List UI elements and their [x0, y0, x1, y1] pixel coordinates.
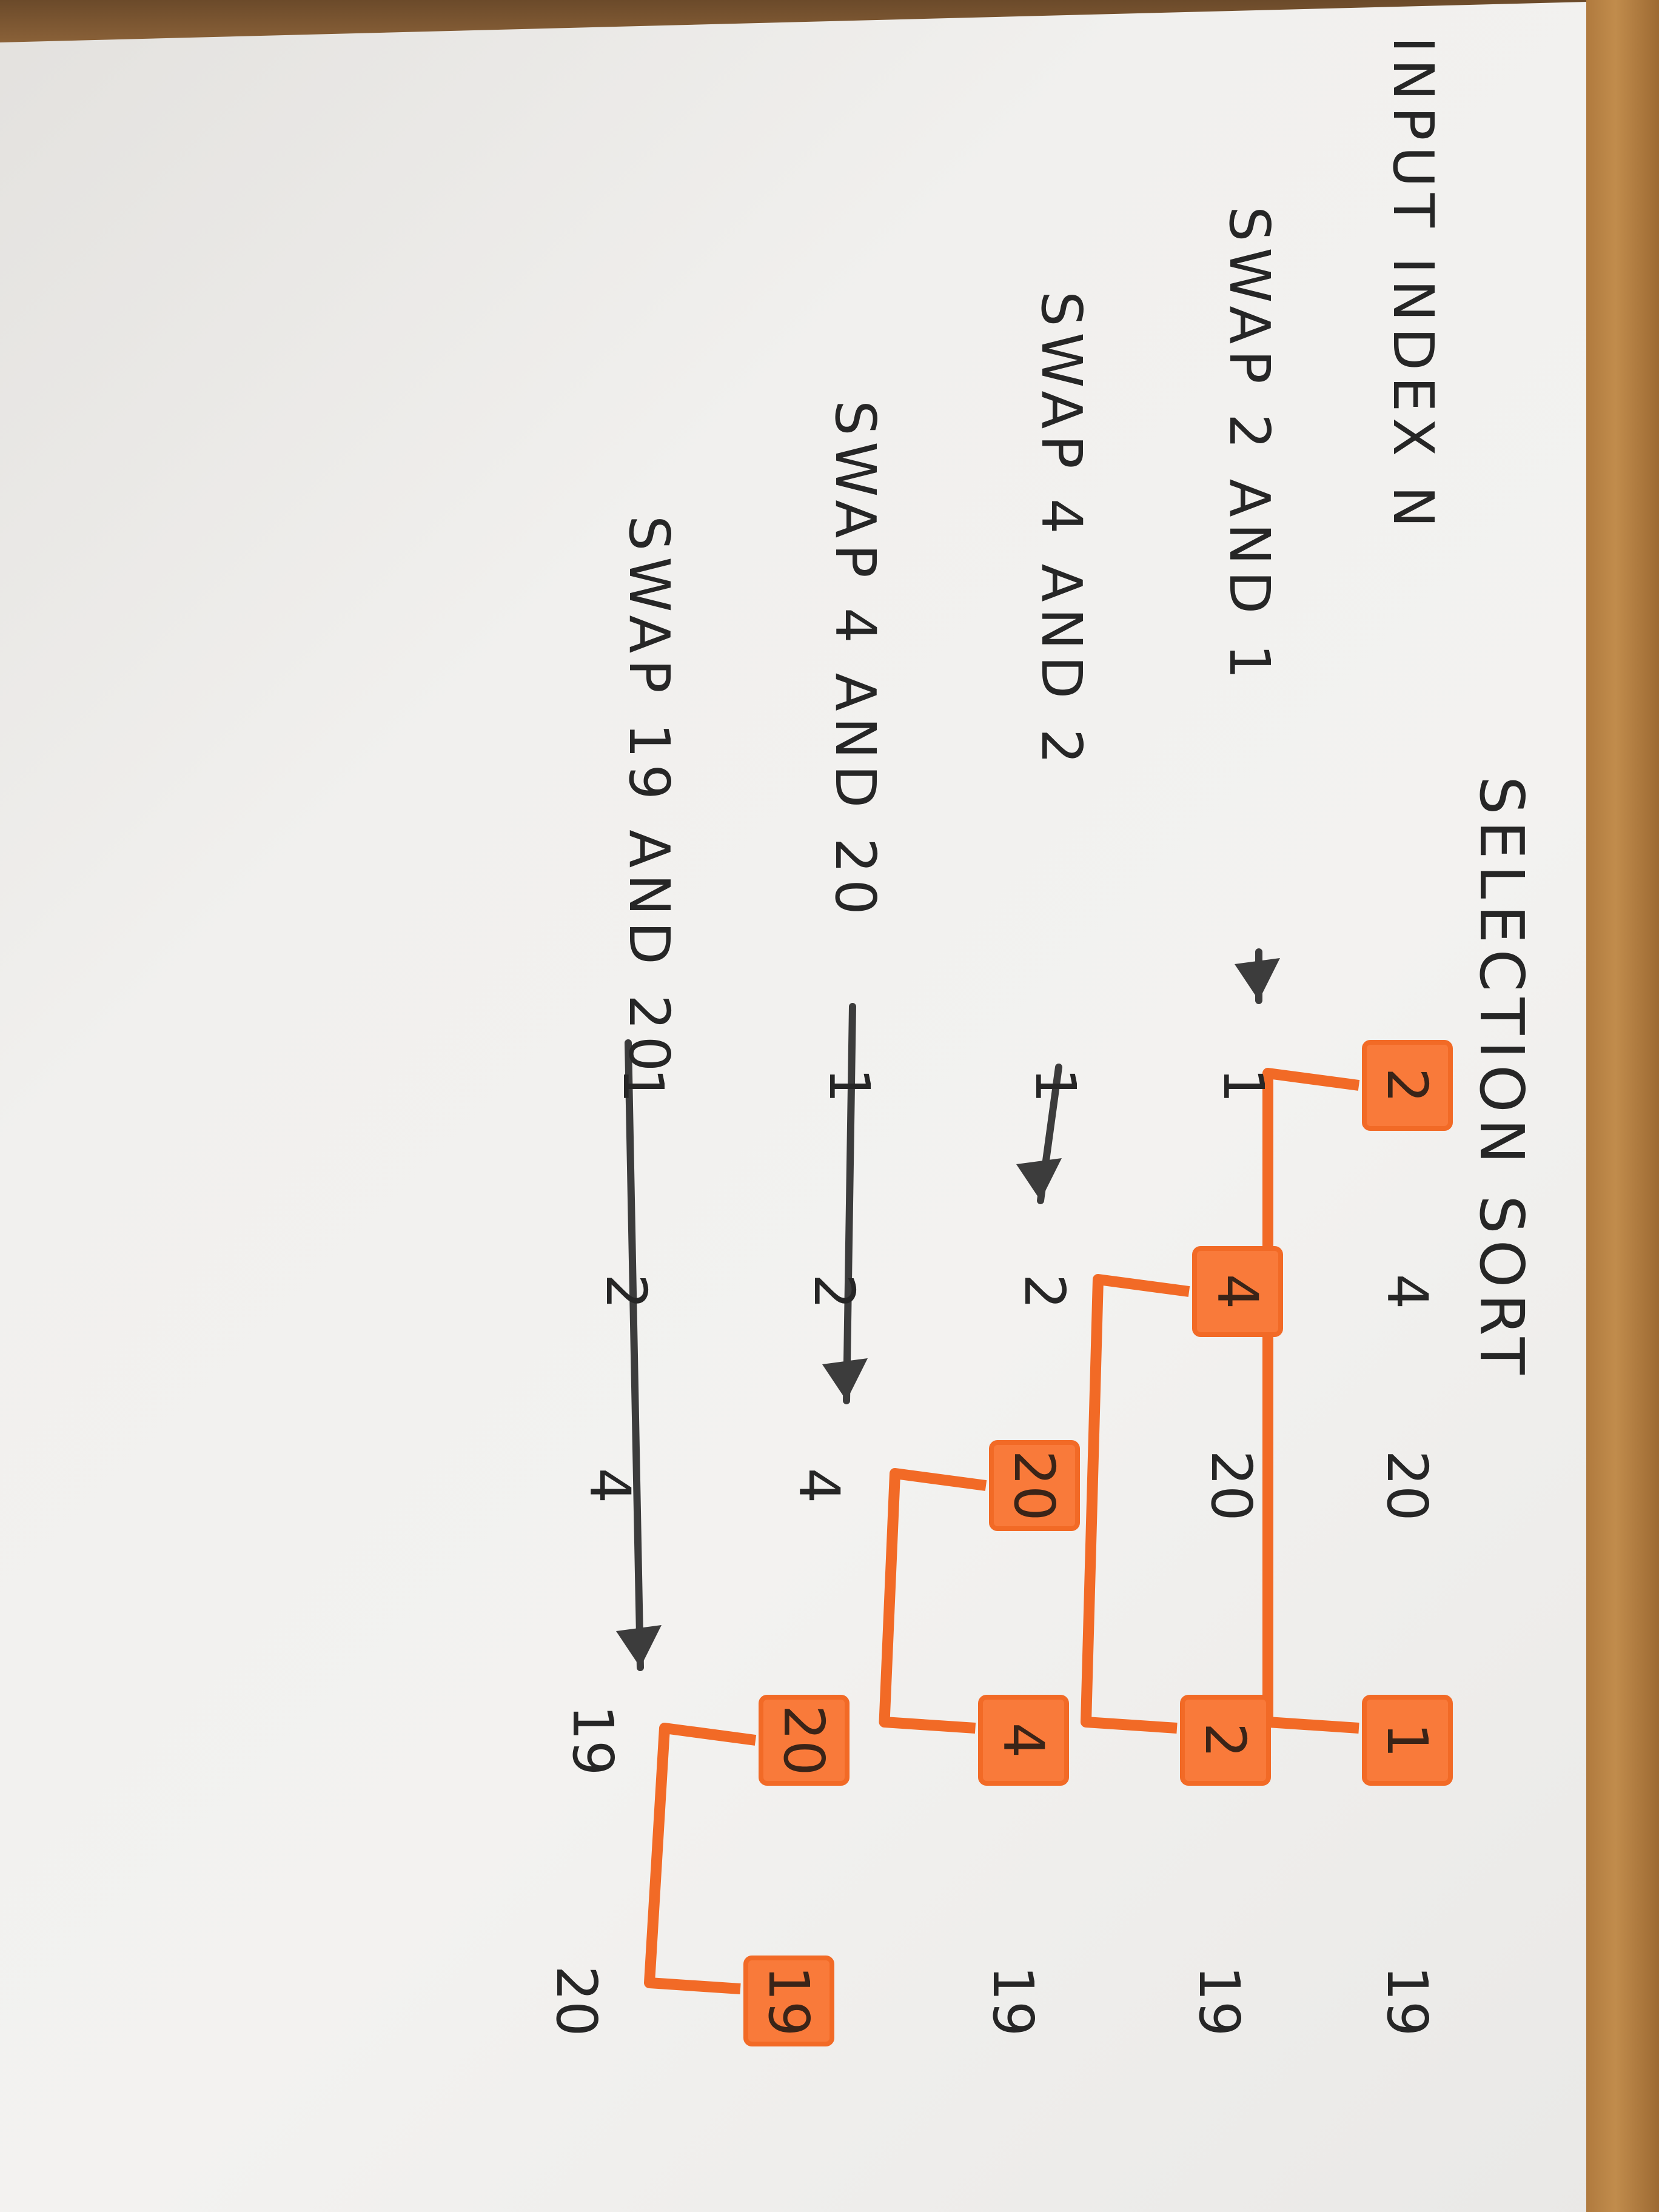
array-value: 19 [560, 1704, 626, 1776]
step-label: SWAP 4 AND 2 [1029, 291, 1094, 771]
array-value: 19 [1187, 1965, 1252, 2037]
swapped-value: 19 [756, 1965, 821, 2037]
swap-connector [1268, 1073, 1359, 1728]
array-value: 1 [1023, 1067, 1088, 1104]
swapped-value-box [1180, 1695, 1271, 1786]
step-label: SWAP 19 AND 20 [617, 515, 682, 1078]
swapped-value: 20 [1002, 1450, 1067, 1521]
swapped-value: 2 [1193, 1722, 1258, 1758]
swapped-value-box [1192, 1246, 1283, 1337]
step-label: INPUT INDEX N [1381, 36, 1446, 534]
step-arrow-head [822, 1358, 868, 1401]
array-value: 1 [611, 1067, 675, 1104]
swapped-value-box [979, 1695, 1070, 1786]
array-value: 2 [594, 1273, 659, 1310]
swapped-value-box [1362, 1695, 1453, 1786]
step-label: SWAP 4 AND 20 [823, 400, 888, 921]
step-arrow-head [1016, 1158, 1062, 1201]
array-value: 4 [577, 1467, 642, 1504]
array-value: 1 [817, 1067, 882, 1104]
array-value: 20 [1199, 1450, 1264, 1521]
array-value: 19 [1375, 1965, 1439, 2037]
diagram-title: SELECTION SORT [1466, 776, 1537, 1381]
array-value: 4 [1375, 1273, 1439, 1310]
swap-connector [649, 1728, 756, 1989]
array-value: 19 [980, 1965, 1045, 2037]
swapped-value: 2 [1375, 1067, 1439, 1104]
swapped-value-box [989, 1440, 1080, 1531]
step-arrow-head [1235, 958, 1280, 1000]
swapped-value-box [1362, 1040, 1453, 1131]
swapped-value: 4 [1205, 1273, 1270, 1310]
step-label: SWAP 2 AND 1 [1217, 206, 1282, 686]
swapped-value-box [743, 1956, 834, 2046]
array-value: 1 [1211, 1067, 1276, 1104]
array-value: 20 [1375, 1450, 1439, 1521]
swapped-value: 4 [991, 1722, 1056, 1758]
array-value: 20 [544, 1965, 609, 2037]
swapped-value-box [759, 1695, 850, 1786]
swap-connector [885, 1473, 987, 1728]
swapped-value: 20 [771, 1704, 836, 1776]
step-arrow-head [616, 1625, 662, 1667]
swapped-value: 1 [1375, 1722, 1439, 1758]
array-value: 2 [802, 1273, 866, 1310]
array-value: 2 [1012, 1273, 1078, 1310]
swap-connector [1086, 1279, 1189, 1728]
step-arrow-line [628, 1043, 640, 1667]
array-value: 4 [786, 1467, 851, 1504]
